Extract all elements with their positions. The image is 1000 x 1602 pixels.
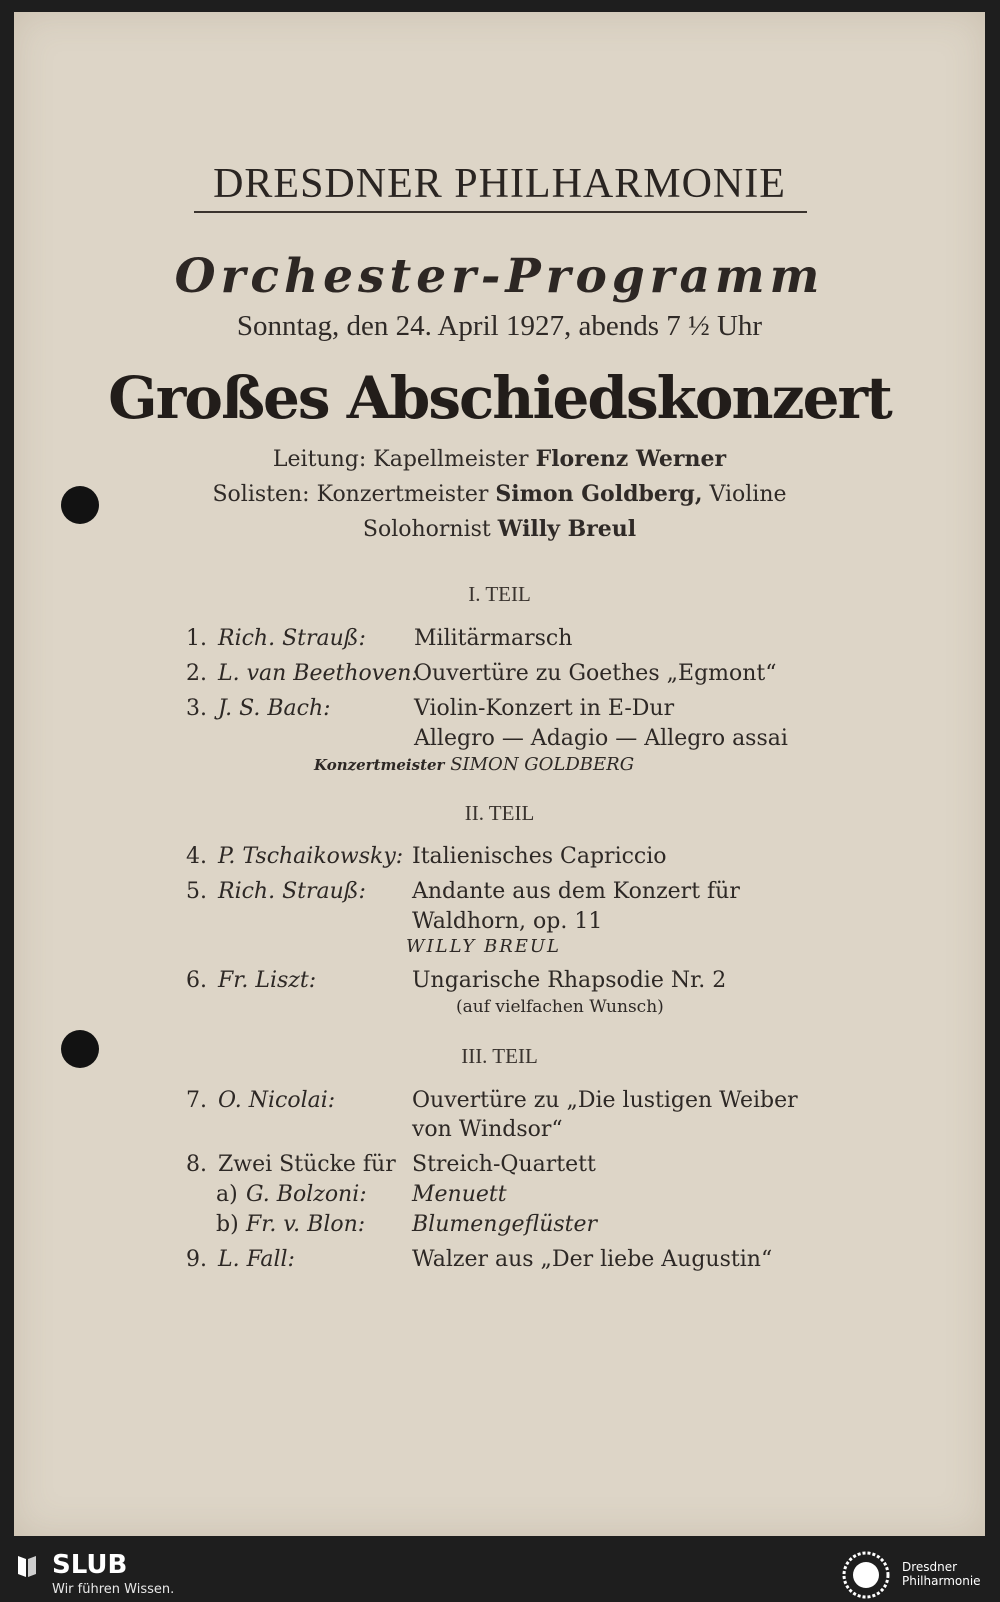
solist1-instrument: Violine — [709, 482, 787, 507]
subitem-label: a) — [216, 1182, 238, 1207]
item-work: Ouvertüre zu „Die lustigen Weiber — [412, 1088, 798, 1113]
partner-name-line2: Philharmonie — [902, 1574, 981, 1588]
subitem-composer: Fr. v. Blon: — [246, 1212, 366, 1237]
item-composer: L. van Beethoven: — [218, 661, 419, 686]
partner-logo-text — [902, 1560, 981, 1588]
solist2-name: Willy Breul — [497, 516, 637, 542]
item-movements: Allegro — Adagio — Allegro assai — [414, 726, 788, 751]
item-work: Walzer aus „Der liebe Augustin“ — [412, 1247, 773, 1272]
item-soloist: WILLY BREUL — [406, 936, 562, 957]
subitem-work: Blumengeflüster — [412, 1212, 598, 1237]
item-number: 8. — [186, 1152, 207, 1177]
subitem-work: Menuett — [412, 1182, 507, 1207]
soloist-role: Konzertmeister — [314, 756, 445, 774]
soloist-name: SIMON GOLDBERG — [450, 754, 635, 775]
item-work: Italienisches Capriccio — [412, 844, 667, 869]
item-composer: Rich. Strauß: — [218, 879, 366, 904]
item-work: Ungarische Rhapsodie Nr. 2 — [412, 968, 727, 993]
item-number: 6. — [186, 968, 207, 993]
item-work: Militärmarsch — [414, 626, 573, 651]
leitung-label: Leitung: — [272, 447, 367, 472]
item-number: 4. — [186, 844, 207, 869]
item-intro: Zwei Stücke für — [218, 1152, 396, 1177]
solist1-name: Simon Goldberg, — [495, 481, 703, 507]
library-logo-text[interactable]: SLUB — [52, 1550, 128, 1580]
item-work: Ouvertüre zu Goethes „Egmont“ — [414, 661, 777, 686]
item-composer: P. Tschaikowsky: — [218, 844, 404, 869]
solisten-label: Solisten: — [212, 482, 310, 507]
item-composer: O. Nicolai: — [218, 1088, 336, 1113]
concert-title: Großes Abschiedskonzert — [108, 364, 891, 432]
item-number: 9. — [186, 1247, 207, 1272]
item-work: Streich-Quartett — [412, 1152, 596, 1177]
library-tagline: Wir führen Wissen. — [52, 1582, 175, 1597]
item-number: 7. — [186, 1088, 207, 1113]
program-title: Orchester-Programm — [174, 249, 825, 304]
item-soloist — [314, 754, 634, 775]
item-number: 1. — [186, 626, 207, 651]
credit-solisten — [14, 481, 985, 507]
item-composer: J. S. Bach: — [218, 696, 331, 721]
item-composer: Rich. Strauß: — [218, 626, 366, 651]
leitung-role: Kapellmeister — [373, 447, 529, 472]
header-divider — [194, 211, 807, 213]
item-note: (auf vielfachen Wunsch) — [456, 997, 664, 1017]
part-heading-3: III. TEIL — [461, 1044, 538, 1068]
item-work: Andante aus dem Konzert für — [412, 879, 740, 904]
part-heading-1: I. TEIL — [468, 582, 531, 606]
item-work: Violin-Konzert in E-Dur — [414, 696, 675, 721]
solist2-role: Solohornist — [362, 517, 491, 542]
philharmonie-logo-icon[interactable] — [842, 1551, 890, 1599]
partner-name-line1: Dresdner — [902, 1560, 958, 1574]
item-number: 3. — [186, 696, 207, 721]
solist1-role: Konzertmeister — [316, 482, 489, 507]
item-work-continued: von Windsor“ — [412, 1117, 563, 1142]
book-icon — [16, 1553, 38, 1579]
item-number: 2. — [186, 661, 207, 686]
subitem-composer: G. Bolzoni: — [246, 1182, 367, 1207]
item-composer: Fr. Liszt: — [218, 968, 317, 993]
item-number: 5. — [186, 879, 207, 904]
item-composer: L. Fall: — [218, 1247, 295, 1272]
subitem-label: b) — [216, 1212, 239, 1237]
part-heading-2: II. TEIL — [464, 801, 535, 825]
item-work-continued: Waldhorn, op. 11 — [412, 909, 603, 934]
credit-leitung — [14, 446, 985, 472]
credit-solohornist — [14, 516, 985, 542]
concert-date: Sonntag, den 24. April 1927, abends 7 ½ Uhr — [236, 310, 763, 342]
orchestra-name: DRESDNER PHILHARMONIE — [213, 161, 786, 207]
program-sheet — [14, 12, 985, 1536]
leitung-name: Florenz Werner — [535, 446, 727, 472]
